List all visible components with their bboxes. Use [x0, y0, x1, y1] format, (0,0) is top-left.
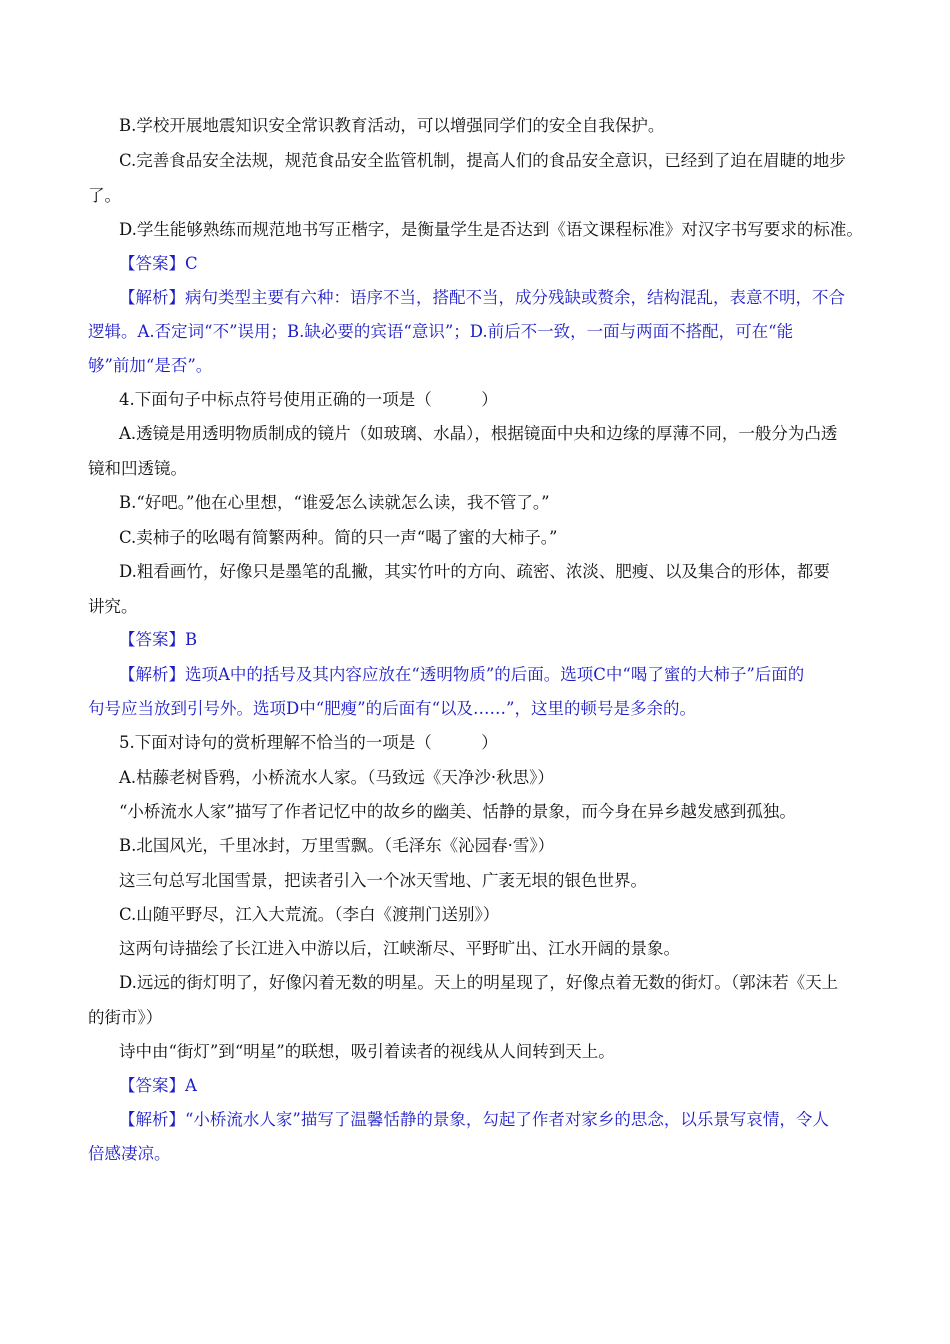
analysis-label: 【解析】: [119, 288, 185, 307]
q3-analysis-line: 逻辑。A.否定词“不”误用；B.缺必要的宾语“意识”；D.前后不一致，一面与两面不搭配，可在“能: [88, 322, 794, 341]
q3-option-d: D.学生能够熟练而规范地书写正楷字，是衡量学生是否达到《语文课程标准》对汉字书写要求的标准。: [119, 220, 863, 239]
answer-value: A: [185, 1076, 197, 1095]
q4-option-d-cont: 讲究。: [88, 597, 138, 616]
q5-option-c-note: 这两句诗描绘了长江进入中游以后，江峡渐尽、平野旷出、江水开阔的景象。: [119, 939, 680, 958]
answer-label: 【答案】: [119, 1076, 185, 1095]
analysis-label: 【解析】: [119, 1110, 185, 1129]
q5-analysis-line: 倍感凄凉。: [88, 1144, 171, 1163]
q3-option-c-cont: 了。: [88, 186, 121, 205]
q5-answer: [119, 1075, 197, 1097]
q5-option-b-note: 这三句总写北国雪景，把读者引入一个冰天雪地、广袤无垠的银色世界。: [119, 871, 647, 890]
q3-answer: [119, 253, 198, 275]
q4-option-a: A.透镜是用透明物质制成的镜片（如玻璃、水晶），根据镜面中央和边缘的厚薄不同，一般分为凸透: [119, 424, 838, 443]
answer-value: B: [185, 630, 198, 649]
answer-label: 【答案】: [119, 254, 185, 273]
analysis-text: 选项A中的括号及其内容应放在“透明物质”的后面。选项C中“喝了蜜的大柿子”后面的: [185, 665, 805, 684]
q5-option-c: C.山随平野尽，江入大荒流。（李白《渡荆门送别》）: [119, 905, 500, 924]
q4-option-c: C.卖柿子的吆喝有简繁两种。简的只一声“喝了蜜的大柿子。”: [119, 528, 558, 547]
q4-option-a-cont: 镜和凹透镜。: [88, 459, 187, 478]
q5-option-d-note: 诗中由“街灯”到“明星”的联想，吸引着读者的视线从人间转到天上。: [119, 1042, 615, 1061]
answer-label: 【答案】: [119, 630, 185, 649]
q3-option-c: C.完善食品安全法规，规范食品安全监管机制，提高人们的食品安全意识，已经到了迫在眉睫的地步: [119, 151, 846, 170]
analysis-label: 【解析】: [119, 665, 185, 684]
analysis-text: “小桥流水人家”描写了温馨恬静的景象，勾起了作者对家乡的思念，以乐景写哀情，令人: [185, 1110, 829, 1129]
q3-option-b: B.学校开展地震知识安全常识教育活动，可以增强同学们的安全自我保护。: [119, 116, 665, 135]
q4-stem: 4.下面句子中标点符号使用正确的一项是（ ）: [119, 390, 498, 409]
answer-value: C: [185, 254, 198, 273]
q4-analysis-line: 句号应当放到引号外。选项D中“肥瘦”的后面有“以及……”，这里的顿号是多余的。: [88, 699, 696, 718]
q3-analysis-line: 够”前加“是否”。: [88, 356, 213, 375]
q4-answer: [119, 629, 197, 651]
q5-stem: 5.下面对诗句的赏析理解不恰当的一项是（ ）: [119, 733, 498, 752]
q5-option-a: A.枯藤老树昏鸦，小桥流水人家。（马致远《天净沙·秋思》）: [119, 768, 554, 787]
q5-option-a-note: “小桥流水人家”描写了作者记忆中的故乡的幽美、恬静的景象，而今身在异乡越发感到孤独。: [119, 802, 796, 821]
q5-option-b: B.北国风光，千里冰封，万里雪飘。（毛泽东《沁园春·雪》）: [119, 836, 555, 855]
q5-option-d: D.远远的街灯明了，好像闪着无数的明星。天上的明星现了，好像点着无数的街灯。（郭沫若《天上: [119, 973, 839, 992]
q4-option-d: D.粗看画竹，好像只是墨笔的乱撇，其实竹叶的方向、疏密、浓淡、肥瘦、以及集合的形体，都要: [119, 562, 830, 581]
q3-analysis: [119, 287, 845, 309]
q5-analysis: [119, 1109, 829, 1131]
q5-option-d-cont: 的街市》）: [88, 1008, 163, 1027]
q4-option-b: B.“好吧。”他在心里想，“谁爱怎么读就怎么读，我不管了。”: [119, 493, 550, 512]
q4-analysis: [88, 664, 804, 686]
analysis-text: 病句类型主要有六种：语序不当，搭配不当，成分残缺或赘余，结构混乱，表意不明，不合: [185, 288, 845, 307]
